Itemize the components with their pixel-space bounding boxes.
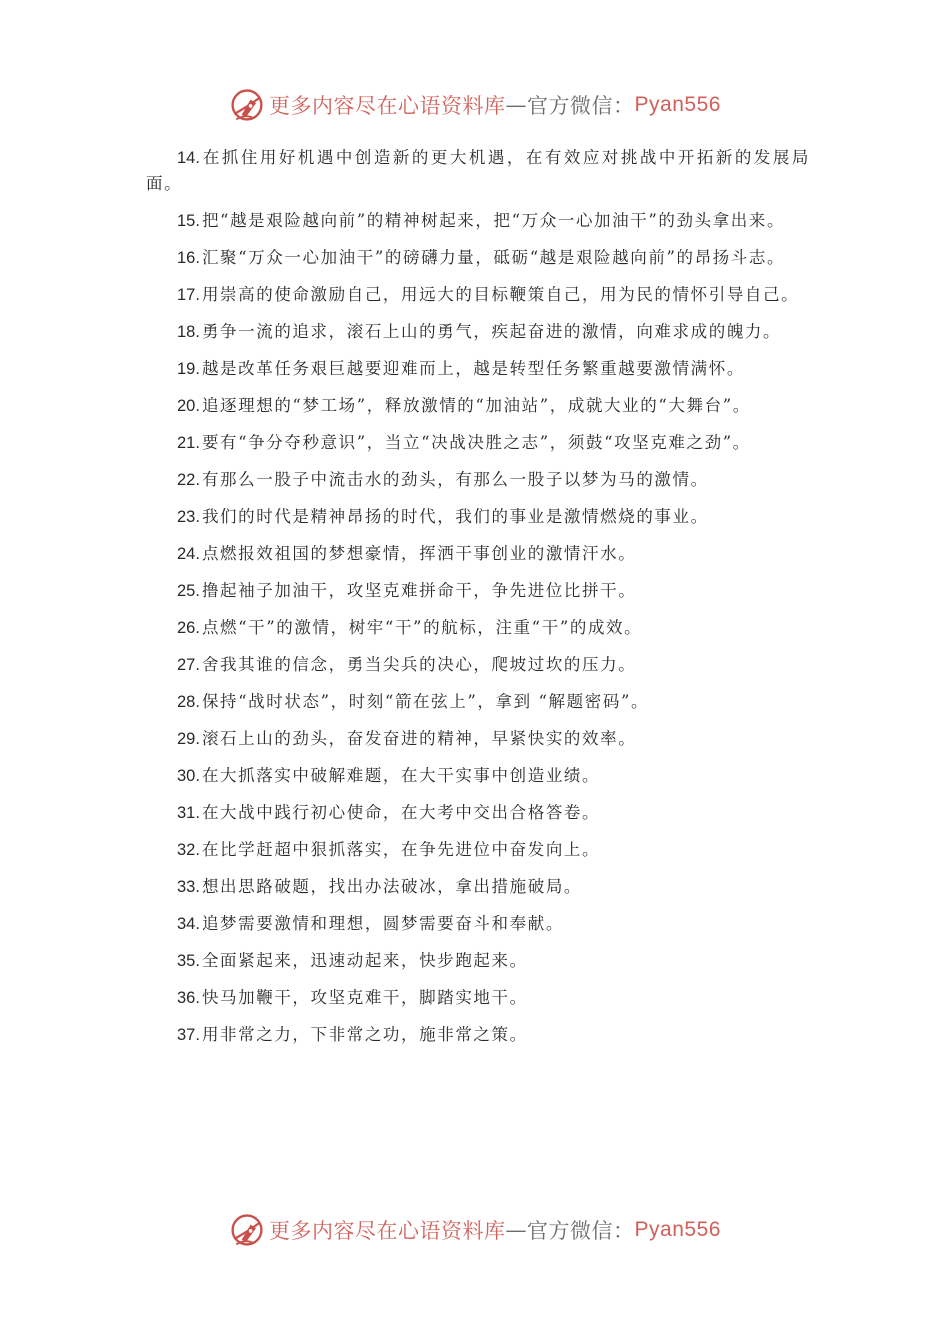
item-number: 25. (177, 582, 200, 600)
item-number: 34. (177, 915, 200, 933)
item-number: 19. (177, 360, 200, 378)
pen-nib-logo-icon (229, 1212, 265, 1248)
item-text: 在抓住用好机遇中创造新的更大机遇，在有效应对挑战中开拓新的发展局面。 (146, 148, 810, 193)
item-number: 14. (177, 149, 200, 167)
banner-site-name: 更多内容尽在心语资料库 (269, 94, 506, 118)
item-text: 汇聚“万众一心加油干”的磅礴力量，砥砺“越是艰险越向前”的昂扬斗志。 (201, 248, 786, 267)
item-number: 21. (177, 434, 200, 452)
list-item (146, 837, 810, 863)
list-item (146, 1022, 810, 1048)
list-item (146, 652, 810, 678)
list-item (146, 911, 810, 937)
item-text: 在大抓落实中破解难题，在大干实事中创造业绩。 (201, 766, 601, 785)
item-text: 舍我其谁的信念，勇当尖兵的决心，爬坡过坎的压力。 (201, 655, 637, 674)
item-number: 15. (177, 212, 200, 230)
footer-banner (0, 1208, 950, 1252)
item-number: 27. (177, 656, 200, 674)
item-text: 滚石上山的劲头，奋发奋进的精神，早紧快实的效率。 (201, 729, 637, 748)
item-text: 用非常之力，下非常之功，施非常之策。 (201, 1025, 528, 1044)
item-text: 点燃“干”的激情，树牢“干”的航标，注重“干”的成效。 (201, 618, 643, 637)
pen-nib-logo-icon (229, 87, 265, 123)
list-item (146, 245, 810, 271)
banner-wechat-id: Pyan556 (634, 1218, 721, 1241)
item-text: 越是改革任务艰巨越要迎难而上，越是转型任务繁重越要激情满怀。 (201, 359, 745, 378)
list-item (146, 578, 810, 604)
item-number: 20. (177, 397, 200, 415)
list-item (146, 393, 810, 419)
item-text: 要有“争分夺秒意识”，当立“决战决胜之志”，须鼓“攻坚克难之劲”。 (201, 433, 751, 452)
item-number: 22. (177, 471, 200, 489)
item-text: 想出思路破题，找出办法破冰，拿出措施破局。 (201, 877, 583, 896)
list-item (146, 689, 810, 715)
list-item (146, 615, 810, 641)
item-number: 36. (177, 989, 200, 1007)
item-number: 18. (177, 323, 200, 341)
item-text: 用崇高的使命激励自己，用远大的目标鞭策自己，用为民的情怀引导自己。 (201, 285, 800, 304)
banner-official-label: 官方微信： (527, 94, 635, 118)
banner-wechat-id: Pyan556 (634, 93, 721, 116)
item-number: 16. (177, 249, 200, 267)
list-item (146, 874, 810, 900)
item-number: 31. (177, 804, 200, 822)
item-text: 在比学赶超中狠抓落实，在争先进位中奋发向上。 (201, 840, 601, 859)
banner-dash: — (505, 93, 528, 117)
item-number: 32. (177, 841, 200, 859)
list-item (146, 726, 810, 752)
header-banner (0, 83, 950, 127)
list-item (146, 467, 810, 493)
list-item (146, 356, 810, 382)
item-text: 在大战中践行初心使命，在大考中交出合格答卷。 (201, 803, 601, 822)
item-number: 37. (177, 1026, 200, 1044)
item-number: 24. (177, 545, 200, 563)
item-text: 快马加鞭干，攻坚克难干，脚踏实地干。 (201, 988, 528, 1007)
list-item (146, 800, 810, 826)
list-item (146, 985, 810, 1011)
item-text: 全面紧起来，迅速动起来，快步跑起来。 (201, 951, 528, 970)
item-number: 30. (177, 767, 200, 785)
item-text: 追梦需要激情和理想，圆梦需要奋斗和奉献。 (201, 914, 564, 933)
list-item (146, 282, 810, 308)
list-item (146, 319, 810, 345)
item-text: 撸起袖子加油干，攻坚克难拼命干，争先进位比拼干。 (201, 581, 637, 600)
item-number: 23. (177, 508, 200, 526)
banner-dash: — (505, 1218, 528, 1242)
item-number: 28. (177, 693, 200, 711)
list-item (146, 763, 810, 789)
item-number: 35. (177, 952, 200, 970)
list-item (146, 145, 810, 197)
list-item (146, 948, 810, 974)
list-item (146, 541, 810, 567)
banner-site-name: 更多内容尽在心语资料库 (269, 1219, 506, 1243)
item-number: 26. (177, 619, 200, 637)
item-text: 把“越是艰险越向前”的精神树起来，把“万众一心加油干”的劲头拿出来。 (201, 211, 786, 230)
list-item (146, 208, 810, 234)
item-text: 勇争一流的追求，滚石上山的勇气，疾起奋进的激情，向难求成的魄力。 (201, 322, 782, 341)
item-number: 33. (177, 878, 200, 896)
item-number: 17. (177, 286, 200, 304)
item-text: 点燃报效祖国的梦想豪情，挥洒干事创业的激情汗水。 (201, 544, 637, 563)
list-item (146, 504, 810, 530)
item-text: 我们的时代是精神昂扬的时代，我们的事业是激情燃烧的事业。 (201, 507, 709, 526)
list-item (146, 430, 810, 456)
slogan-list (146, 145, 810, 1059)
item-text: 追逐理想的“梦工场”，释放激情的“加油站”，成就大业的“大舞台”。 (201, 396, 751, 415)
banner-official-label: 官方微信： (527, 1219, 635, 1243)
item-text: 保持“战时状态”，时刻“箭在弦上”，拿到 “解题密码”。 (201, 692, 650, 711)
item-text: 有那么一股子中流击水的劲头，有那么一股子以梦为马的激情。 (201, 470, 709, 489)
item-number: 29. (177, 730, 200, 748)
